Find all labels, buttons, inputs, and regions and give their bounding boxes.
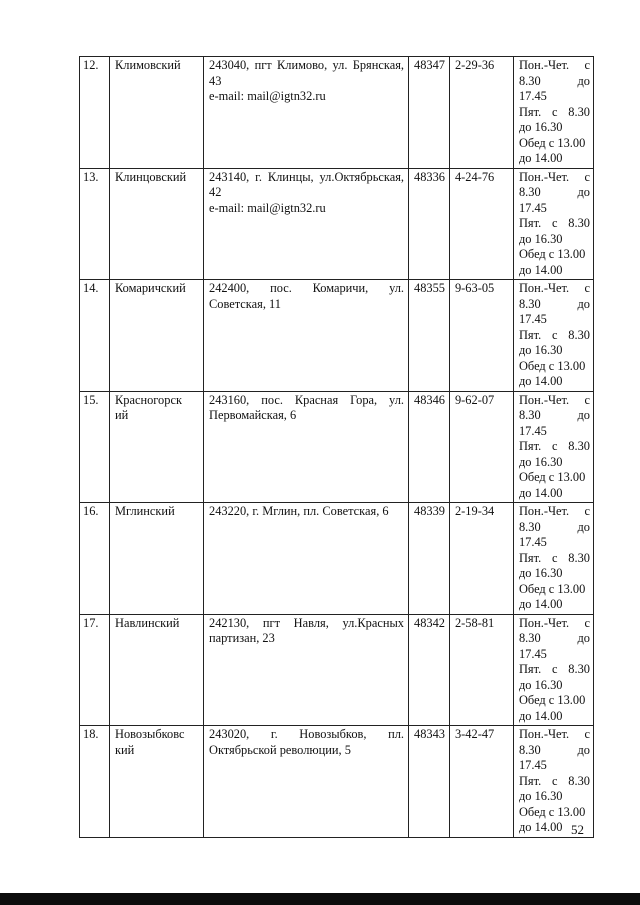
hours-line xyxy=(519,535,590,551)
hours-token: Пят. xyxy=(518,550,542,565)
district-name xyxy=(110,726,204,838)
hours-token: с xyxy=(584,727,590,741)
phone-number: 2-19-34 xyxy=(449,503,513,615)
hours-line xyxy=(519,758,590,774)
row-number: 15. xyxy=(80,391,110,503)
address-cell xyxy=(204,57,409,169)
hours-line xyxy=(519,470,590,486)
working-hours xyxy=(513,726,593,838)
hours-line xyxy=(519,439,590,455)
hours-token: с xyxy=(584,169,590,184)
district-name-line: кий xyxy=(115,742,135,757)
phone-number: 9-63-05 xyxy=(449,280,513,392)
district-name xyxy=(110,168,204,280)
hours-line xyxy=(519,424,590,440)
hours-line xyxy=(519,520,590,536)
address-cell xyxy=(204,614,409,726)
hours-token: 8.30 xyxy=(568,104,590,119)
hours-token: с xyxy=(584,281,590,295)
hours-line xyxy=(519,201,590,217)
hours-line xyxy=(519,297,590,313)
address: 243220, г. Мглин, пл. Советская, 6 xyxy=(209,504,389,518)
hours-line xyxy=(519,408,590,424)
hours-line xyxy=(519,136,590,152)
hours-token: с xyxy=(552,662,558,676)
hours-token: 17.45 xyxy=(518,758,547,772)
district-name-line: Мглинский xyxy=(115,504,175,518)
hours-token: до 14.00 xyxy=(518,374,563,388)
hours-token: до 16.30 xyxy=(518,677,563,692)
row-number: 13. xyxy=(80,168,110,280)
hours-token: Обед с 13.00 xyxy=(518,581,586,596)
working-hours xyxy=(513,57,593,169)
hours-token: до xyxy=(577,519,590,534)
district-name xyxy=(110,280,204,392)
hours-token: с xyxy=(584,392,590,407)
phone-code: 48343 xyxy=(409,726,450,838)
hours-token: с xyxy=(552,327,558,342)
hours-token: Обед с 13.00 xyxy=(518,358,586,373)
hours-token: Пят. xyxy=(518,104,542,119)
hours-token: до 16.30 xyxy=(518,343,563,357)
hours-token: Пят. xyxy=(518,439,542,453)
address: 243140, г. Клинцы, ул.Октябрьская, 42 xyxy=(209,169,404,199)
hours-token: 8.30 xyxy=(518,73,541,88)
district-name xyxy=(110,57,204,169)
hours-line xyxy=(519,709,590,725)
row-number: 18. xyxy=(80,726,110,838)
hours-token: 17.45 xyxy=(518,646,547,661)
scan-border xyxy=(0,893,640,905)
hours-token: Пон.-Чет. xyxy=(518,727,570,741)
working-hours xyxy=(513,391,593,503)
hours-token: 17.45 xyxy=(518,535,547,549)
hours-line xyxy=(519,263,590,279)
hours-line xyxy=(519,693,590,709)
hours-token: 8.30 xyxy=(518,519,541,534)
hours-token: с xyxy=(584,615,590,630)
hours-token: с xyxy=(584,58,590,72)
hours-line xyxy=(519,774,590,790)
hours-line xyxy=(519,805,590,821)
hours-token: Пят. xyxy=(518,327,542,342)
address: 242130, пгт Навля, ул.Красных партизан, 23 xyxy=(209,615,404,645)
hours-line xyxy=(519,616,590,632)
hours-token: 17.45 xyxy=(518,312,547,326)
hours-token: до 14.00 xyxy=(518,597,563,611)
table-row xyxy=(80,57,594,169)
hours-line xyxy=(519,597,590,613)
email: e-mail: mail@igtn32.ru xyxy=(209,200,326,215)
hours-token: 17.45 xyxy=(518,423,547,438)
district-name xyxy=(110,391,204,503)
phone-code: 48346 xyxy=(409,391,450,503)
district-name-line: Красногорск xyxy=(115,392,182,407)
hours-line xyxy=(519,727,590,743)
hours-token: 17.45 xyxy=(518,200,547,215)
hours-line xyxy=(519,393,590,409)
hours-line xyxy=(519,582,590,598)
hours-token: 8.30 xyxy=(518,408,541,422)
hours-line xyxy=(519,247,590,263)
address: 243020, г. Новозыбков, пл. Октябрьской революции, 5 xyxy=(209,727,404,757)
hours-token: 8.30 xyxy=(518,296,541,311)
address-cell xyxy=(204,503,409,615)
address: 242400, пос. Комаричи, ул. Советская, 11 xyxy=(209,281,404,311)
address-cell xyxy=(204,726,409,838)
hours-line xyxy=(519,631,590,647)
phone-number: 9-62-07 xyxy=(449,391,513,503)
hours-token: с xyxy=(552,104,558,119)
hours-line xyxy=(519,185,590,201)
hours-token: Обед с 13.00 xyxy=(518,247,586,261)
hours-token: до 14.00 xyxy=(518,485,563,500)
hours-token: Обед с 13.00 xyxy=(518,693,586,707)
hours-token: 8.30 xyxy=(568,662,590,676)
hours-line xyxy=(519,359,590,375)
hours-token: Обед с 13.00 xyxy=(518,135,586,150)
hours-token: Пят. xyxy=(518,662,542,676)
district-name xyxy=(110,614,204,726)
hours-line xyxy=(519,105,590,121)
address-cell xyxy=(204,168,409,280)
district-name-line: Новозыбковс xyxy=(115,727,185,741)
hours-line xyxy=(519,486,590,502)
hours-line xyxy=(519,216,590,232)
hours-token: до 14.00 xyxy=(518,262,563,277)
phone-code: 48355 xyxy=(409,280,450,392)
hours-line xyxy=(519,120,590,136)
working-hours xyxy=(513,614,593,726)
hours-token: до 14.00 xyxy=(518,820,563,834)
hours-line xyxy=(519,74,590,90)
table-row xyxy=(80,726,594,838)
row-number: 12. xyxy=(80,57,110,169)
hours-line xyxy=(519,647,590,663)
hours-token: Пон.-Чет. xyxy=(518,504,570,518)
hours-token: 8.30 xyxy=(568,550,590,565)
working-hours xyxy=(513,168,593,280)
email: e-mail: mail@igtn32.ru xyxy=(209,89,326,103)
hours-line xyxy=(519,151,590,167)
hours-token: 8.30 xyxy=(518,631,541,645)
hours-token: 8.30 xyxy=(568,439,590,453)
phone-code: 48339 xyxy=(409,503,450,615)
hours-line xyxy=(519,374,590,390)
address-cell xyxy=(204,391,409,503)
hours-token: 8.30 xyxy=(568,773,590,788)
table-row xyxy=(80,280,594,392)
phone-number: 2-29-36 xyxy=(449,57,513,169)
offices-table-body xyxy=(80,57,594,838)
working-hours xyxy=(513,280,593,392)
address: 243160, пос. Красная Гора, ул. Первомайская, 6 xyxy=(209,392,404,422)
hours-token: до 14.00 xyxy=(518,151,563,165)
hours-token: 17.45 xyxy=(518,89,547,103)
table-row xyxy=(80,503,594,615)
phone-code: 48336 xyxy=(409,168,450,280)
row-number: 17. xyxy=(80,614,110,726)
hours-token: Обед с 13.00 xyxy=(518,804,586,819)
hours-token: 8.30 xyxy=(568,216,590,230)
hours-token: Пон.-Чет. xyxy=(518,169,570,184)
hours-line xyxy=(519,789,590,805)
hours-token: с xyxy=(584,504,590,518)
hours-token: до 16.30 xyxy=(518,120,563,134)
working-hours xyxy=(513,503,593,615)
hours-line xyxy=(519,281,590,297)
page-number: 52 xyxy=(571,822,584,837)
hours-line xyxy=(519,232,590,248)
district-name-line: Навлинский xyxy=(115,615,180,630)
phone-number: 2-58-81 xyxy=(449,614,513,726)
address-cell xyxy=(204,280,409,392)
phone-code: 48342 xyxy=(409,614,450,726)
district-name-line: Клинцовский xyxy=(115,169,187,184)
district-name-line: Климовский xyxy=(115,58,181,72)
hours-line xyxy=(519,551,590,567)
hours-line xyxy=(519,328,590,344)
hours-token: до xyxy=(577,73,590,88)
phone-code: 48347 xyxy=(409,57,450,169)
hours-line xyxy=(519,678,590,694)
phone-number: 3-42-47 xyxy=(449,726,513,838)
hours-token: 8.30 xyxy=(568,327,590,342)
hours-token: до xyxy=(577,296,590,311)
hours-token: Обед с 13.00 xyxy=(518,470,586,484)
district-name xyxy=(110,503,204,615)
hours-token: 8.30 xyxy=(518,742,541,757)
phone-number: 4-24-76 xyxy=(449,168,513,280)
table-row xyxy=(80,168,594,280)
hours-token: до xyxy=(577,408,590,422)
hours-token: до 16.30 xyxy=(518,231,563,246)
hours-token: Пон.-Чет. xyxy=(518,281,570,295)
hours-token: с xyxy=(552,773,558,788)
table-row xyxy=(80,614,594,726)
hours-token: до 16.30 xyxy=(518,789,563,803)
hours-line xyxy=(519,743,590,759)
hours-token: до 14.00 xyxy=(518,708,563,723)
hours-token: Пон.-Чет. xyxy=(518,58,570,72)
address: 243040, пгт Климово, ул. Брянская, 43 xyxy=(209,58,404,88)
table-row xyxy=(80,391,594,503)
hours-token: с xyxy=(552,550,558,565)
hours-line xyxy=(519,89,590,105)
hours-token: с xyxy=(552,439,558,453)
hours-token: до xyxy=(577,185,590,199)
hours-token: до xyxy=(577,631,590,645)
row-number: 16. xyxy=(80,503,110,615)
hours-line xyxy=(519,170,590,186)
offices-table xyxy=(79,56,594,838)
hours-token: 8.30 xyxy=(518,185,541,199)
district-name-line: ий xyxy=(115,408,129,422)
hours-token: с xyxy=(552,216,558,230)
hours-line xyxy=(519,343,590,359)
hours-line xyxy=(519,662,590,678)
district-name-line: Комаричский xyxy=(115,281,186,295)
hours-token: Пон.-Чет. xyxy=(518,392,570,407)
hours-line xyxy=(519,312,590,328)
hours-token: Пон.-Чет. xyxy=(518,615,570,630)
hours-line xyxy=(519,566,590,582)
hours-line xyxy=(519,504,590,520)
hours-token: до xyxy=(577,742,590,757)
hours-token: Пят. xyxy=(518,216,542,230)
hours-token: до 16.30 xyxy=(518,566,563,580)
hours-token: до 16.30 xyxy=(518,454,563,469)
hours-token: Пят. xyxy=(518,773,542,788)
hours-line xyxy=(519,58,590,74)
hours-line xyxy=(519,455,590,471)
row-number: 14. xyxy=(80,280,110,392)
